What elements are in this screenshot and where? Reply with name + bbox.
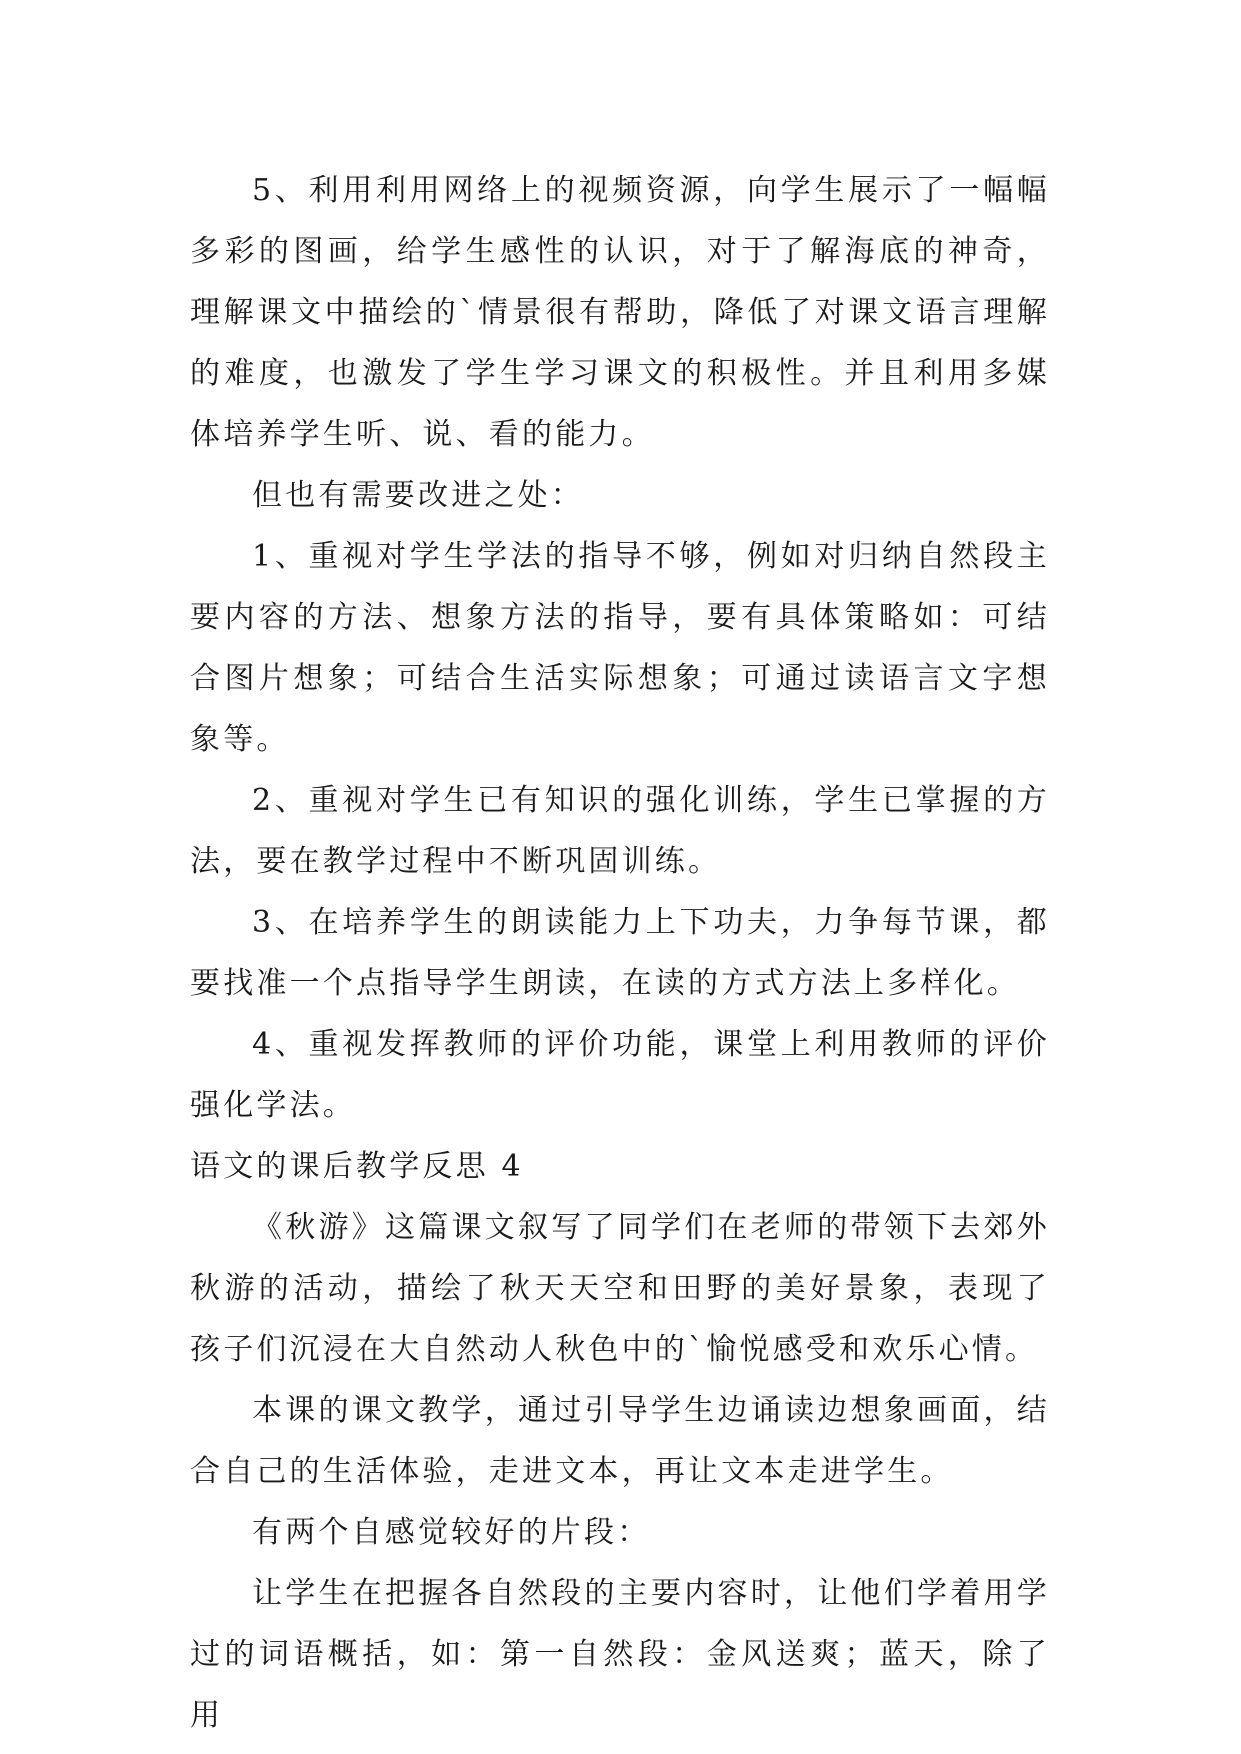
paragraph-improvement-2: 2、重视对学生已有知识的强化训练，学生已掌握的方法，要在教学过程中不断巩固训练。 xyxy=(190,783,1050,879)
paragraph-improvement-1: 1、重视对学生学法的指导不够，例如对归纳自然段主要内容的方法、想象方法的指导，要有具体策略如：可结合图片想象；可结合生活实际想象；可通过读语言文字想象等。 xyxy=(190,539,1050,757)
paragraph-good-segments: 有两个自感觉较好的片段： xyxy=(252,1515,651,1550)
section-heading: 语文的课后教学反思 4 xyxy=(190,1149,524,1184)
paragraph-improvement-3: 3、在培养学生的朗读能力上下功夫，力争每节课，都要找准一个点指导学生朗读，在读的方式方法上多样化。 xyxy=(190,905,1050,1001)
document-body xyxy=(190,160,1050,1746)
paragraph-qiuyou-intro: 《秋游》这篇课文叙写了同学们在老师的带领下去郊外秋游的活动，描绘了秋天天空和田野的美好景象，表现了孩子们沉浸在大自然动人秋色中的`愉悦感受和欢乐心情。 xyxy=(190,1210,1050,1367)
paragraph-improvement-4: 4、重视发挥教师的评价功能，课堂上利用教师的评价强化学法。 xyxy=(190,1027,1050,1123)
paragraph-improvement-intro: 但也有需要改进之处： xyxy=(252,478,584,513)
paragraph-lesson-approach: 本课的课文教学，通过引导学生边诵读边想象画面，结合自己的生活体验，走进文本，再让文本走进学生。 xyxy=(190,1393,1050,1489)
paragraph-point-5: 5、利用利用网络上的视频资源，向学生展示了一幅幅多彩的图画，给学生感性的认识，对于了解海底的神奇，理解课文中描绘的`情景很有帮助，降低了对课文语言理解的难度，也激发了学生学习课文的积极性。并且利用多媒体培养学生听、说、看的能力。 xyxy=(190,173,1050,452)
paragraph-segment-detail: 让学生在把握各自然段的主要内容时，让他们学着用学过的词语概括，如：第一自然段：金风送爽；蓝天，除了用 xyxy=(190,1576,1050,1733)
